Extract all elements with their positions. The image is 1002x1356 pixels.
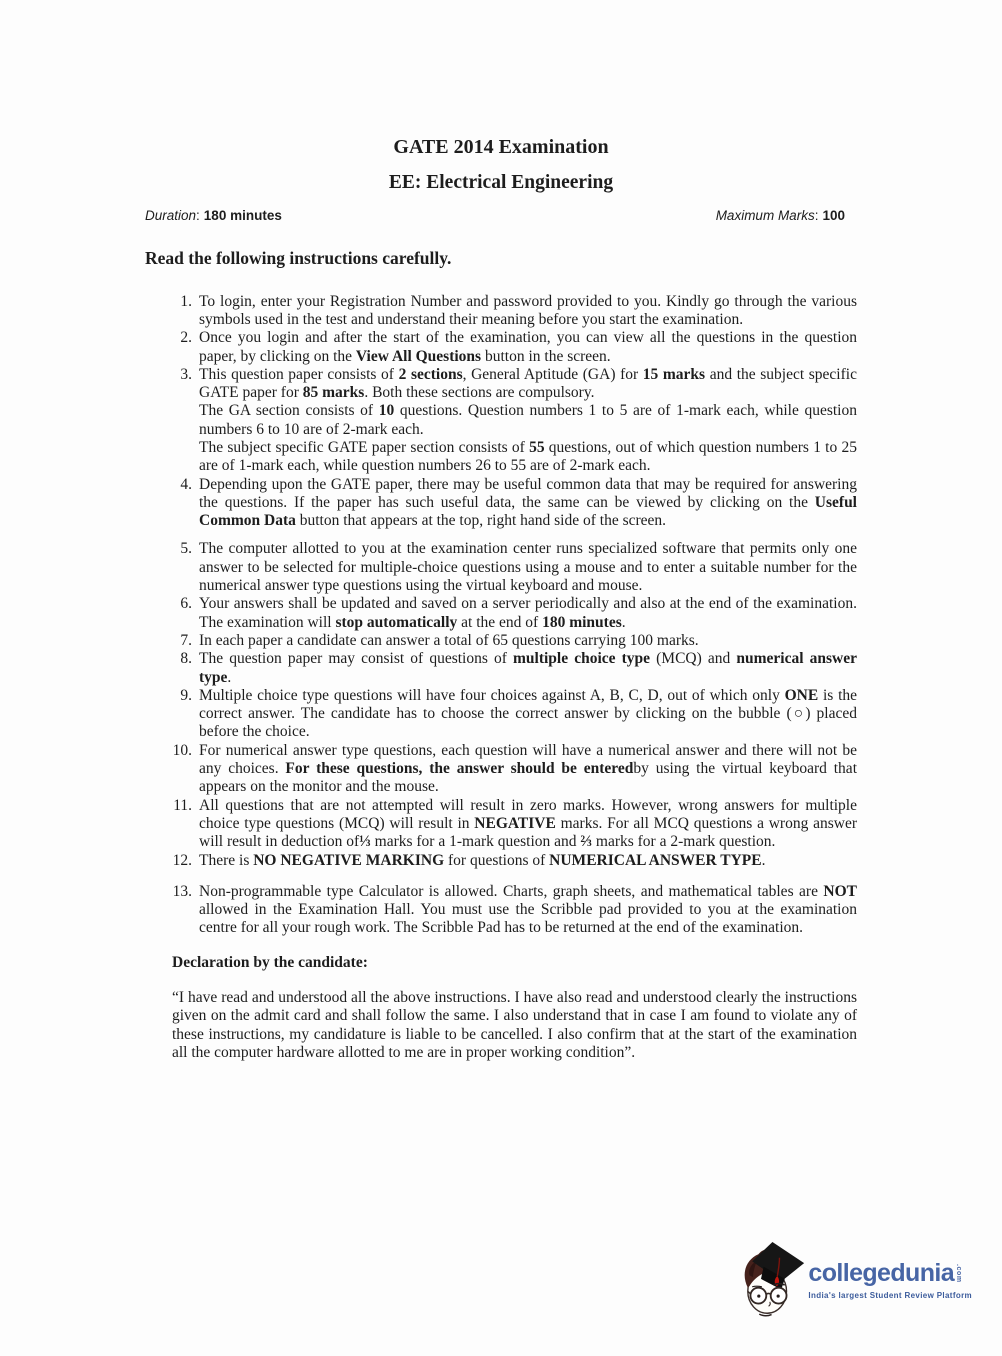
item-number: 6.	[180, 595, 192, 613]
instructions-heading: Read the following instructions carefully.	[145, 247, 452, 268]
instruction-item	[170, 883, 857, 938]
item-text: Non-programmable type Calculator is allowed. Charts, graph sheets, and mathematical tables are NOT allowed in the Examination Hall. You must use the Scribble pad provided to you at the examination centre for all your rough work. The Scribble Pad has to be returned at the end of the examination.	[199, 882, 857, 937]
instruction-item	[170, 476, 857, 531]
item-text: For numerical answer type questions, each question will have a numerical answer and there will not be any choices. For these questions, the answer should be enteredby using the virtual keyboard that appears on the monitor and the mouse.	[199, 741, 857, 796]
declaration-heading: Declaration by the candidate:	[172, 953, 368, 971]
instruction-item	[170, 687, 857, 742]
item-number: 1.	[180, 292, 192, 310]
instructions-list	[145, 293, 857, 938]
item-text: Multiple choice type questions will have four choices against A, B, C, D, out of which only ONE is the correct answer. The candidate has to choose the correct answer by clicking on the bubble (○) placed before the choice.	[199, 686, 857, 741]
page-title: GATE 2014 Examination	[393, 136, 609, 158]
collegedunia-wordmark: collegedunia	[808, 1259, 955, 1287]
item-number: 11.	[173, 796, 192, 814]
item-text: There is NO NEGATIVE MARKING for questions of NUMERICAL ANSWER TYPE.	[199, 851, 766, 869]
duration-value: 180 minutes	[203, 208, 282, 224]
item-number: 3.	[180, 365, 192, 383]
instruction-item	[170, 852, 857, 870]
collegedunia-logo	[739, 1240, 972, 1324]
meta-row	[145, 208, 857, 224]
item-text: Your answers shall be updated and saved on a server periodically and also at the end of the examination. The examination will stop automatically at the end of 180 minutes.	[199, 595, 857, 631]
item-text: The computer allotted to you at the examination center runs specialized software that permits only one answer to be selected for multiple-choice questions using a mouse and to enter a suitable number for the numerical answer type questions using the virtual keyboard and mouse.	[199, 540, 857, 595]
declaration-text: “I have read and understood all the above instructions. I have also read and understood clearly the instructions given on the admit card and shall follow the same. I also understand that in case I am found to violate any of these instructions, my candidature is liable to be cancelled. I also confirm that at the start of the examination all the computer hardware allotted to me are in proper working condition”.	[172, 988, 857, 1062]
item-number: 8.	[180, 650, 192, 668]
item-number: 7.	[180, 631, 192, 649]
collegedunia-mascot-icon	[739, 1240, 805, 1324]
duration-label: Duration	[145, 208, 197, 224]
collegedunia-tagline: India's largest Student Review Platform	[808, 1291, 972, 1300]
item-number: 12.	[172, 851, 192, 869]
item-text: Once you login and after the start of the examination, you can view all the questions in the question paper, by clicking on the View All Questions button in the screen.	[199, 329, 857, 365]
marks-value: 100	[822, 208, 845, 224]
item-number: 2.	[180, 329, 192, 347]
duration	[145, 208, 282, 224]
instruction-item	[170, 650, 857, 687]
duration-separator: :	[196, 208, 200, 224]
item-text: Depending upon the GATE paper, there may be useful common data that may be required for answering the questions. If the paper has such useful data, the same can be viewed by clicking on the Useful Common Data button that appears at the top, right hand side of the screen.	[199, 475, 857, 530]
marks-separator: :	[814, 208, 819, 224]
instruction-item	[170, 329, 857, 366]
instruction-item	[170, 293, 857, 330]
instruction-item	[170, 797, 857, 852]
collegedunia-tld: .com	[955, 1264, 963, 1283]
logo-text-block	[808, 1240, 972, 1300]
item-number: 5.	[180, 540, 192, 558]
item-number: 9.	[180, 686, 192, 704]
item-number: 4.	[180, 475, 192, 493]
item-number: 13.	[172, 882, 192, 900]
item-text: To login, enter your Registration Number and password provided to you. Kindly go through the various symbols used in the test and understand their meaning before you start the examination.	[199, 292, 857, 328]
instruction-item	[170, 595, 857, 632]
instruction-item	[170, 540, 857, 595]
marks-label: Maximum Marks	[715, 208, 815, 224]
item-text: In each paper a candidate can answer a total of 65 questions carrying 100 marks.	[199, 631, 699, 649]
item-text: The question paper may consist of questions of multiple choice type (MCQ) and numerical answer type.	[199, 650, 857, 686]
brand-row	[808, 1261, 972, 1286]
instruction-item	[170, 632, 857, 650]
item-text: All questions that are not attempted will result in zero marks. However, wrong answers for multiple choice type questions (MCQ) will result in NEGATIVE marks. For all MCQ questions a wrong answer will result in deduction of⅓ marks for a 1-mark question and ⅔ marks for a 2-mark question.	[199, 796, 857, 851]
page-subtitle: EE: Electrical Engineering	[388, 172, 614, 193]
instruction-item	[170, 742, 857, 797]
instruction-item	[170, 366, 857, 476]
item-number: 10.	[172, 741, 192, 759]
item-text: This question paper consists of 2 sections, General Aptitude (GA) for 15 marks and the subject specific GATE paper for 85 marks. Both these sections are compulsory. The GA section consists of 10 questions. Question numbers 1 to 5 are of 1-mark each, while question numbers 6 to 10 are of 2-mark each. The subject specific GATE paper section consists of 55 questions, out of which question numbers 1 to 25 are of 1-mark each, while question numbers 26 to 55 are of 2-mark each.	[199, 365, 857, 475]
maximum-marks	[716, 208, 857, 224]
